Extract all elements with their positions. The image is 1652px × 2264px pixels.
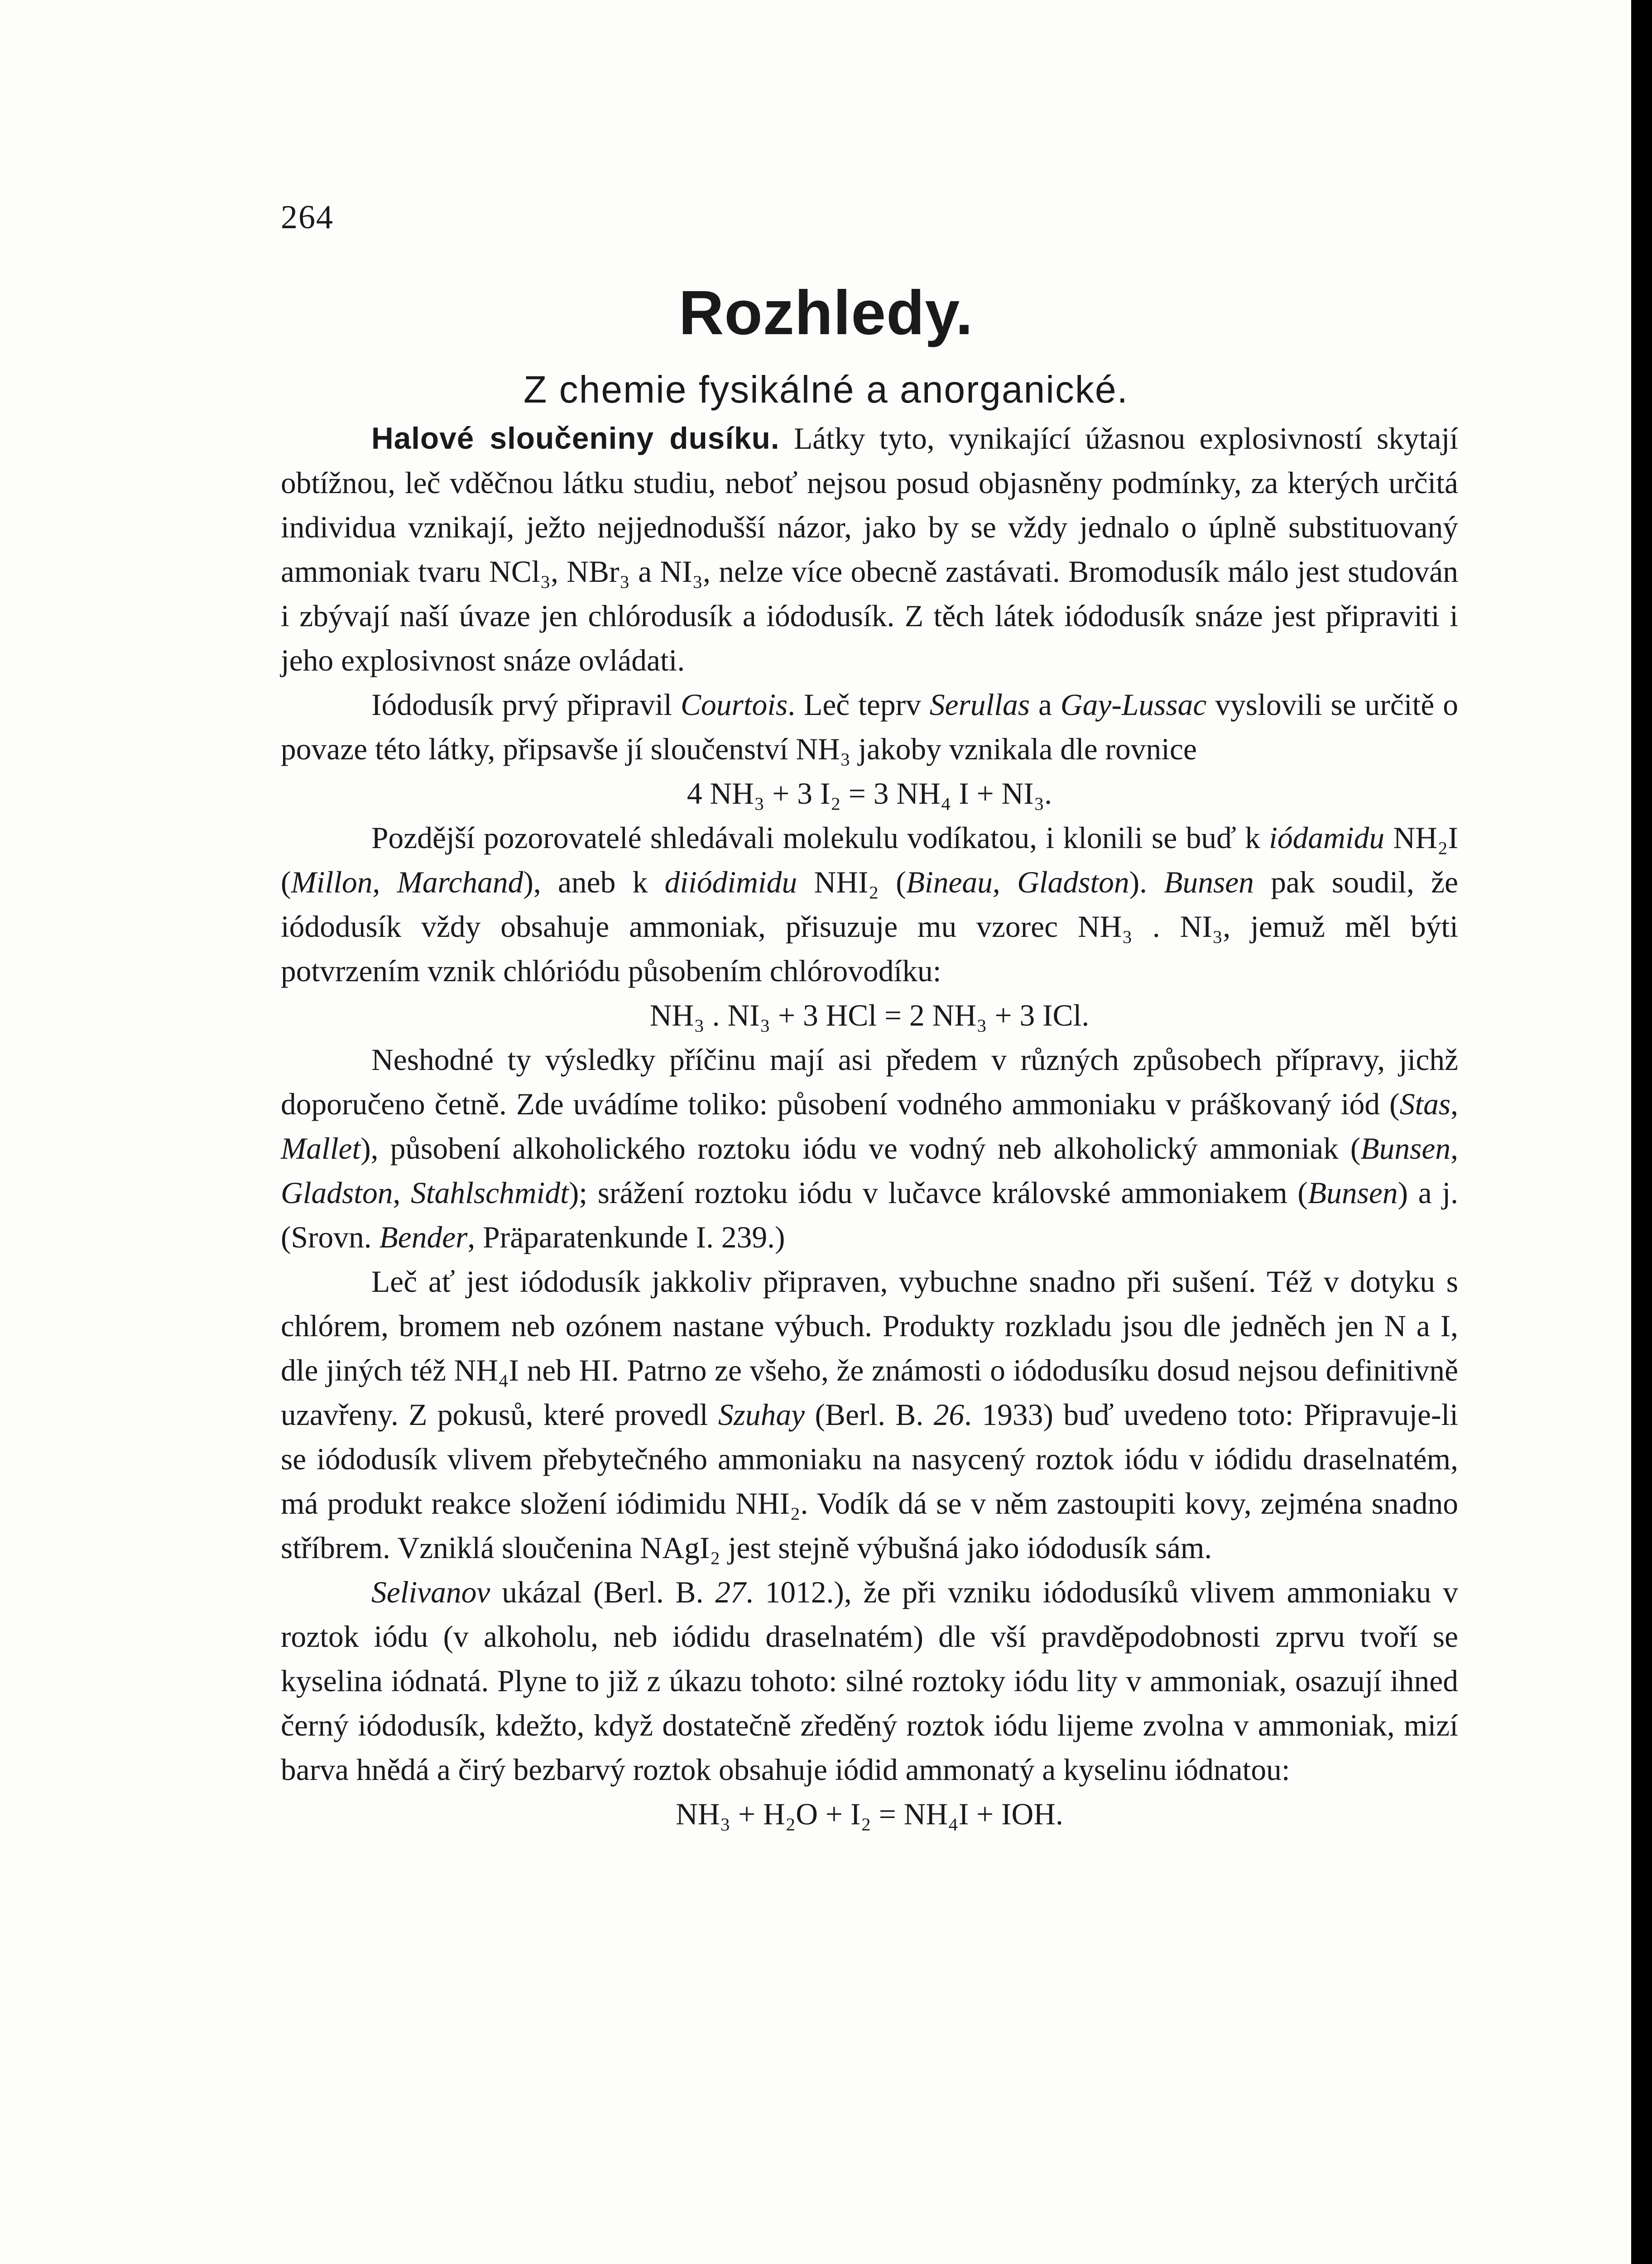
paragraph-2: Iódodusík prvý připravil Courtois. Leč teprv Serullas a Gay-Lussac vyslovili se určitě o povaze této látky, připsavše jí sloučenství NH₃ jakoby vznikala dle rovnice bbox=[281, 688, 1459, 766]
author-name: Szuhay bbox=[718, 1398, 805, 1432]
author-name: Mallet bbox=[281, 1132, 361, 1166]
author-name: Marchand bbox=[397, 865, 523, 899]
author-name: Serullas bbox=[929, 688, 1030, 722]
paragraph-1: Halové sloučeniny dusíku. Látky tyto, vynikající úžasnou explosivností skytají obtížnou, leč vděčnou látku studiu, neboť nejsou posud objasněny podmínky, za kterých určitá individua vznikají, ježto nejjednodušší názor, jako by se vždy jednalo o úplně substituovaný ammoniak tvaru NCl₃, NBr₃ a NI₃, nelze více obecně zastávati. Bromodusík málo jest studován i zbývají naší úvaze jen chlórodusík a iódodusík. Z těch látek iódodusík snáze jest připraviti i jeho explosivnost snáze ovládati. bbox=[281, 422, 1458, 677]
paragraph-3: Pozdější pozorovatelé shledávali molekulu vodíkatou, i klonili se buď k iódamidu NH₂I (Millon, Marchand), aneb k diiódimidu NHI₂ (Bineau, Gladston). Bunsen pak soudil, že iódodusík vždy obsahuje ammoniak, přisuzuje mu vzorec NH₃ . NI₃, jemuž měl býti potvrzením vznik chlóriódu působením chlórovodíku: bbox=[281, 821, 1459, 988]
equation-1: 4 NH₃ + 3 I₂ = 3 NH₄ I + NI₃. bbox=[687, 777, 1052, 811]
author-name: Selivanov bbox=[371, 1575, 490, 1609]
page-title: Rozhledy. bbox=[678, 278, 974, 348]
page-number: 264 bbox=[281, 199, 334, 236]
author-name: Gladston bbox=[1017, 865, 1129, 899]
section-lead: Halové sloučeniny dusíku. bbox=[371, 422, 780, 456]
paragraph-4: Neshodné ty výsledky příčinu mají asi předem v různých způsobech přípravy, jichž doporučeno četně. Zde uvádíme toliko: působení vodného ammoniaku v práškovaný iód (Stas, Mallet), působení alkoholického roztoku iódu ve vodný neb alkoholický ammoniak (Bunsen, Gladston, Stahlschmidt); srážení roztoku iódu v lučavce královské ammoniakem (Bunsen) a j. (Srovn. Bender, Präparatenkunde I. 239.) bbox=[281, 1043, 1458, 1254]
author-name: Millon bbox=[291, 865, 373, 899]
paragraph-6: Selivanov ukázal (Berl. B. 27. 1012.), že při vzniku iódodusíků vlivem ammoniaku v roztok iódu (v alkoholu, neb iódidu draselnatém) dle vší pravděpodobnosti zprvu tvoří se kyselina iódnatá. Plyne to již z úkazu tohoto: silné roztoky iódu lity v ammoniak, osazují ihned černý iódodusík, kdežto, když dostatečně zředěný roztok iódu lijeme zvolna v ammoniak, mizí barva hnědá a čirý bezbarvý roztok obsahuje iódid ammonatý a kyselinu iódnatou: bbox=[281, 1575, 1458, 1787]
section-subtitle: Z chemie fysikálné a anorganické. bbox=[523, 368, 1129, 411]
author-name: Bunsen bbox=[1360, 1132, 1451, 1166]
equation-3: NH₃ + H₂O + I₂ = NH₄I + IOH. bbox=[676, 1797, 1063, 1831]
author-name: Courtois bbox=[680, 688, 788, 722]
paragraph-5: Leč ať jest iódodusík jakkoliv připraven, vybuchne snadno při sušení. Též v dotyku s chlórem, bromem neb ozónem nastane výbuch. Produkty rozkladu jsou dle jedněch jen N a I, dle jiných též NH₄I neb HI. Patrno ze všeho, že známosti o iódodusíku dosud nejsou definitivně uzavřeny. Z pokusů, které provedl Szuhay (Berl. B. 26. 1933) buď uvedeno toto: Připravuje-li se iódodusík vlivem přebytečného ammoniaku na nasycený roztok iódu v iódidu draselnatém, má produkt reakce složení iódimidu NHI₂. Vodík dá se v něm zastoupiti kovy, zejména snadno stříbrem. Vzniklá sloučenina NAgI₂ jest stejně výbušná jako iódodusík sám. bbox=[281, 1265, 1458, 1565]
author-name: Stas bbox=[1399, 1087, 1451, 1121]
author-name: Gay-Lussac bbox=[1060, 688, 1207, 722]
author-name: Bender bbox=[379, 1220, 468, 1254]
equation-2: NH₃ . NI₃ + 3 HCl = 2 NH₃ + 3 ICl. bbox=[649, 998, 1090, 1032]
author-name: Bunsen bbox=[1307, 1176, 1398, 1210]
author-name: Bineau bbox=[906, 865, 993, 899]
author-name: Bunsen bbox=[1164, 865, 1254, 899]
author-name: Stahlschmidt bbox=[411, 1176, 569, 1210]
article-body bbox=[281, 417, 1458, 1837]
author-name: Gladston bbox=[281, 1176, 393, 1210]
